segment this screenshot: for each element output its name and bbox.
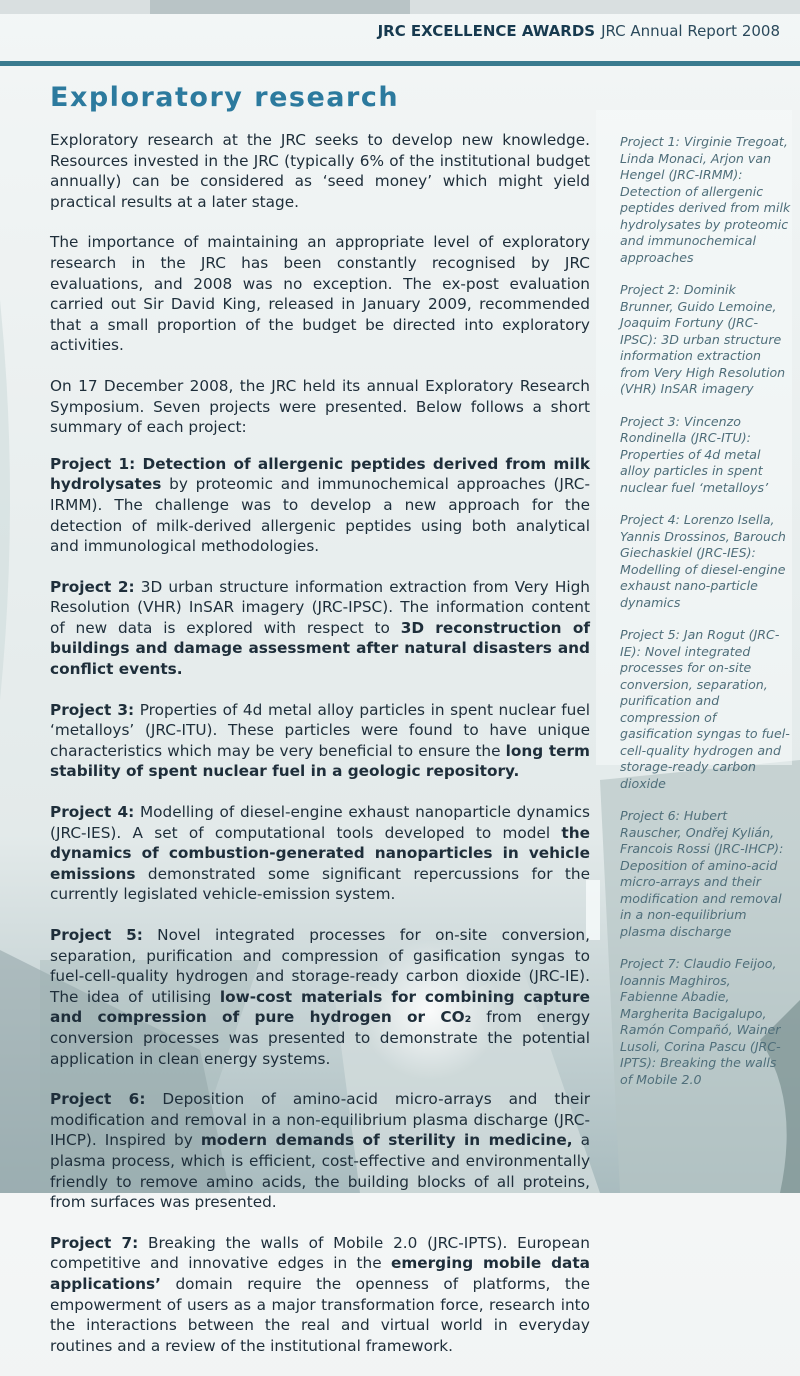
project-text: Properties of 4d metal alloy particles in spent nuclear fuel ‘metalloys’ (JRC-ITU). These particles were found to have unique characteristics which may be very beneficial to ensure the (50, 700, 591, 760)
project-paragraph (50, 802, 590, 905)
project-text: Modelling of diesel-engine exhaust nanoparticle dynamics (JRC-IES). A set of computational tools developed to model (50, 803, 590, 842)
sidebar-item (620, 414, 792, 497)
project-label: Project 5: (50, 926, 143, 944)
sidebar-item-text: Hubert Rauscher, Ondřej Kylián, Francois Rossi (JRC-IHCP): Deposition of amino-acid micro-arrays and their modification and removal in a non-equilibrium plasma discharge (620, 808, 784, 939)
sidebar-item-text: Dominik Brunner, Guido Lemoine, Joaquim Fortuny (JRC-IPSC): 3D urban structure information extraction from Very High Resolution (VHR) InSAR imagery (620, 282, 786, 396)
sidebar-item (620, 808, 792, 940)
project-label: Project 1: (50, 454, 136, 473)
project-text: from energy conversion processes was presented to demonstrate the potential application in clean energy systems. (50, 1008, 591, 1068)
sidebar-item-label: Project 2: (620, 282, 680, 297)
sidebar-item-label: Project 7: (620, 956, 680, 971)
project-label: Project 2: (50, 577, 135, 596)
sidebar-item (620, 282, 792, 398)
project-paragraph (50, 577, 590, 680)
sidebar-item-label: Project 3: (620, 413, 680, 429)
intro-paragraph: The importance of maintaining an appropriate level of exploratory research in the JRC has been constantly recognised by JRC evaluations, and 2008 was no exception. The ex-post evaluation carried out Sir David King, released in January 2009, recommended that a small proportion of the budget be directed into exploratory activities. (50, 233, 590, 355)
project-label: Project 4: (50, 803, 135, 822)
project-label: Project 6: (50, 1090, 146, 1109)
project-text: by proteomic and immunochemical approaches (JRC-IRMM). The challenge was to develop a new approach for the detection of milk-derived allergenic peptides using both analytical and immunological methodologies. (50, 475, 590, 556)
project-paragraph (50, 1089, 590, 1213)
project-highlight: the dynamics of combustion-generated nanoparticles in vehicle emissions (50, 823, 590, 883)
project-highlight: modern demands of sterility in medicine, (200, 1131, 573, 1150)
project-highlight: low-cost materials for combining capture and compression of pure hydrogen or CO₂ (50, 987, 590, 1027)
project-text: demonstrated some significant repercussions for the currently legislated vehicle-emission system. (50, 864, 590, 904)
project-paragraph (50, 700, 590, 782)
sidebar-item-label: Project 1: (620, 134, 680, 149)
sidebar-item-text: Jan Rogut (JRC-IE): Novel integrated processes for on-site conversion, separation, purification and compression of gasification syngas to fuel-cell-quality hydrogen and storage-ready carbon dioxide (620, 627, 790, 791)
sidebar-item-label: Project 6: (620, 808, 680, 823)
project-paragraph (50, 925, 590, 1069)
project-text: Novel integrated processes for on-site conversion, separation, purification and compression of gasification syngas to fuel-cell-quality hydrogen and storage-ready carbon dioxide (JRC-IE). The idea of utilising (50, 926, 590, 1006)
project-paragraph (50, 454, 590, 557)
page-header (0, 0, 800, 60)
project-highlight: emerging mobile data applications’ (50, 1254, 590, 1293)
header-title (378, 22, 780, 40)
sidebar-item-text: Virginie Tregoat, Linda Monaci, Arjon van Hengel (JRC-IRMM): Detection of allergenic peptides derived from milk hydrolysates by proteomic and immunochemical approaches (620, 134, 791, 265)
project-highlight: 3D reconstruction of buildings and damage assessment after natural disasters and conflict events. (50, 618, 590, 679)
sidebar-item-text: Lorenzo Isella, Yannis Drossinos, Barouch Giechaskiel (JRC-IES): Modelling of diesel-engine exhaust nano-particle dynamics (620, 512, 786, 610)
project-text: a plasma process, which is efficient, cost-effective and environmentally friendly to remove amino acids, the building blocks of all proteins, from surfaces was presented. (50, 1131, 590, 1212)
page-title: Exploratory research (50, 82, 400, 113)
sidebar-item-text: Vincenzo Rondinella (JRC-ITU): Properties of 4d metal alloy particles in spent nuclear fuel ‘metalloys’ (620, 413, 769, 495)
project-paragraph (50, 1233, 590, 1357)
main-text (50, 130, 590, 1376)
sidebar-item (620, 627, 792, 792)
project-highlight: long term stability of spent nuclear fuel in a geologic repository. (50, 741, 590, 781)
sidebar-item (620, 134, 792, 266)
header-report: JRC Annual Report 2008 (601, 22, 780, 40)
project-title: Detection of allergenic peptides derived from milk hydrolysates (50, 454, 590, 494)
sidebar-item-label: Project 4: (620, 512, 680, 527)
intro-paragraph: On 17 December 2008, the JRC held its annual Exploratory Research Symposium. Seven projects were presented. Below follows a short summary of each project: (50, 376, 590, 437)
project-label: Project 3: (50, 700, 135, 719)
sidebar-project-credits (596, 110, 792, 1087)
project-text: 3D urban structure information extraction from Very High Resolution (VHR) InSAR imagery (JRC-IPSC). The information content of new data is explored with respect to (50, 577, 590, 637)
project-text: Breaking the walls of Mobile 2.0 (JRC-IPTS). European competitive and innovative edges in the (50, 1233, 590, 1273)
header-awards: JRC EXCELLENCE AWARDS (377, 22, 596, 40)
project-text: Deposition of amino-acid micro-arrays and their modification and removal in a non-equilibrium plasma discharge (JRC-IHCP). Inspired by (50, 1090, 590, 1150)
project-label: Project 7: (50, 1233, 139, 1252)
sidebar-item-label: Project 5: (620, 627, 680, 642)
intro-paragraph: Exploratory research at the JRC seeks to develop new knowledge. Resources invested in the JRC (typically 6% of the institutional budget annually) can be considered as ‘seed money’ which might yield practical results at a later stage. (50, 131, 590, 211)
project-text: domain require the openness of platforms, the empowerment of users as a major transformation force, research into the interactions between the real and virtual world in everyday routines and a review of the institutional framework. (50, 1274, 590, 1355)
sidebar-item-text: Claudio Feijoo, Ioannis Maghiros, Fabienne Abadie, Margherita Bacigalupo, Ramón Compañó, Wainer Lusoli, Corina Pascu (JRC-IPTS): Breaking the walls of Mobile 2.0 (620, 956, 781, 1087)
sidebar-item (620, 512, 792, 611)
sidebar-item (620, 956, 792, 1088)
header-rule (0, 61, 800, 66)
